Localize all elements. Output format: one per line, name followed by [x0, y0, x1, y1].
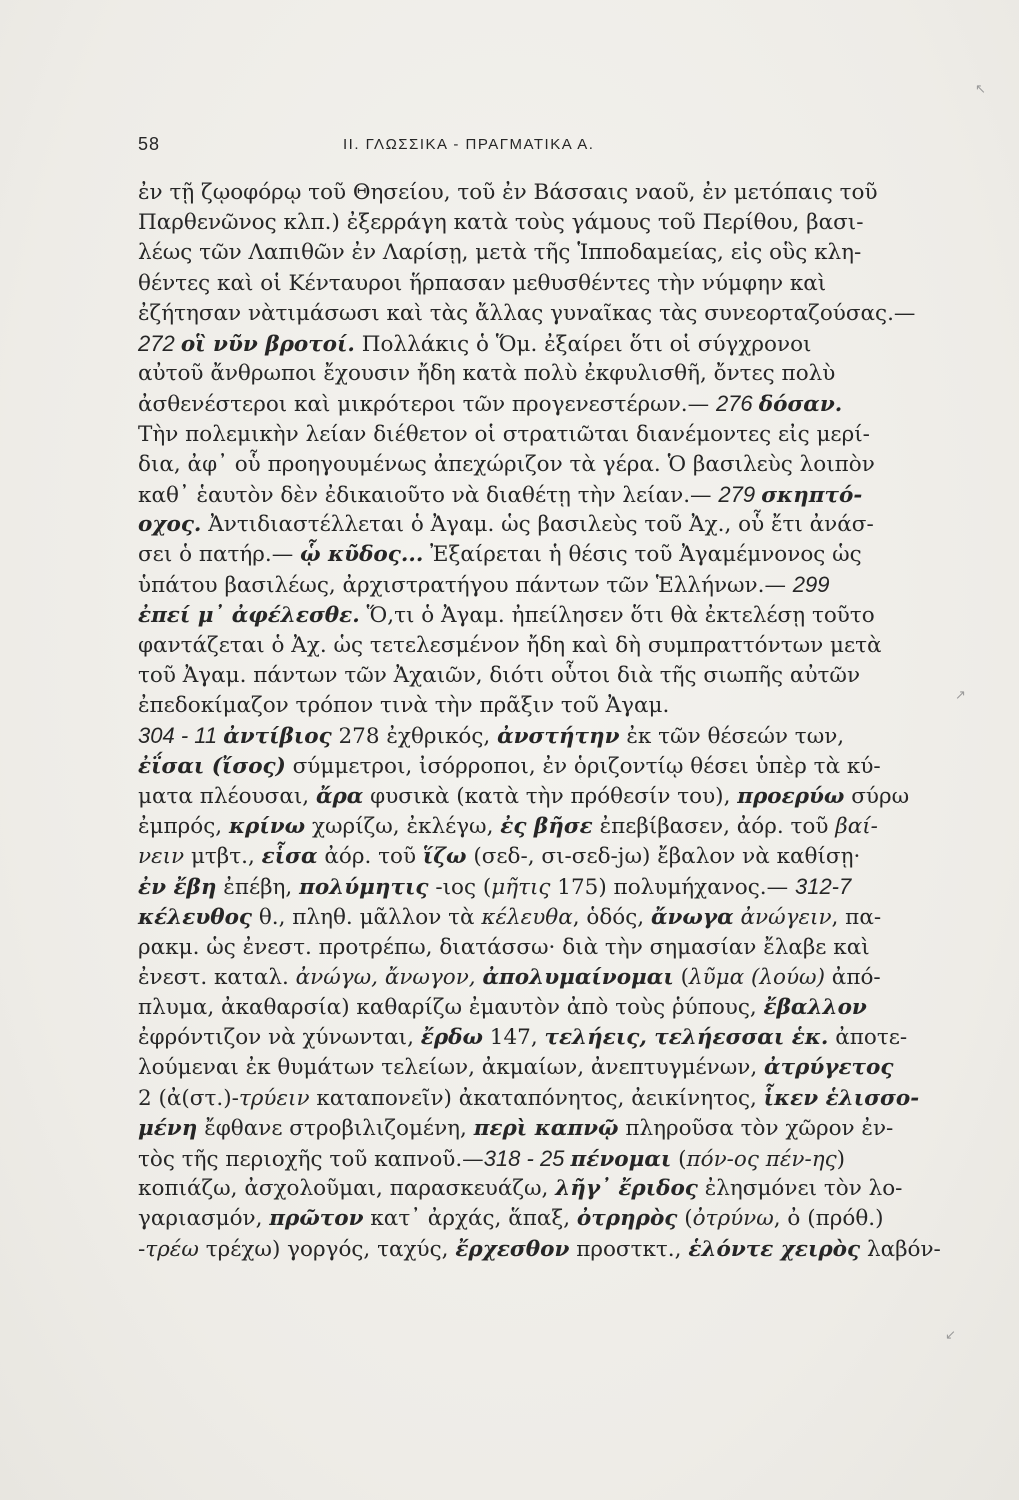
text-line — [138, 1053, 906, 1083]
text-segment: καταπονεῖν) ἀκαταπόνητος, ἀεικίνητος, — [309, 1085, 764, 1111]
lemma: ἀνστήτην — [497, 724, 620, 750]
text-segment: -ιος ( — [428, 875, 492, 901]
lemma: ἀνώγειν — [740, 904, 832, 930]
text-segment — [734, 905, 741, 930]
lemma: βαί- — [835, 813, 878, 839]
text-segment: ( — [671, 1147, 687, 1172]
text-segment: 278 ἐχθρικός, — [331, 724, 498, 750]
lemma: νειν — [138, 844, 185, 870]
lemma: ἀτρύγετος — [764, 1055, 894, 1081]
text-segment: 2 (ἀ(στ.)- — [138, 1085, 239, 1111]
text-segment: ὑπάτου βασιλέως, ἀρχιστρατήγου πάντων τῶν Ἑλλήνων.— — [138, 573, 793, 599]
line-reference: 312-7 — [794, 874, 852, 900]
text-line — [138, 1023, 906, 1053]
text-line — [138, 631, 906, 661]
lemma: ἀντίβιος — [223, 724, 332, 750]
text-line — [138, 570, 906, 600]
text-segment: (σεδ-, σι-σεδ-jω) ἔβαλον νὰ καθίσῃ· — [466, 844, 861, 870]
text-segment: ἐφρόντιζον νὰ χύνωνται, — [138, 1025, 421, 1051]
text-line — [138, 389, 906, 419]
lemma: ἄρα — [315, 783, 364, 809]
text-segment: ρακμ. ὡς ἐνεστ. προτρέπω, διατάσσω· διὰ τὴν σημασίαν ἔλαβε καὶ — [138, 934, 870, 960]
lemma: προερύω — [737, 783, 845, 809]
lemma: κέλευθα — [481, 904, 573, 930]
lemma: δόσαν. — [758, 392, 843, 418]
lemma: ἐΐσαι (ἴσος) — [138, 753, 286, 779]
text-line — [138, 933, 906, 963]
line-reference: 279 — [718, 481, 762, 507]
text-segment: ἀσθενέστεροι καὶ μικρότεροι τῶν προγενεστέρων.— — [138, 392, 716, 418]
margin-mark-middle: ↗ — [955, 688, 966, 703]
lemma: ἀνώγω, ἄνωγον, — [295, 964, 476, 990]
lemma: λῆγ᾽ ἔριδος — [555, 1176, 698, 1202]
line-reference: 276 — [715, 391, 759, 417]
text-segment: λαβόν- — [860, 1236, 941, 1262]
text-line — [138, 661, 906, 691]
text-line — [138, 269, 906, 299]
text-segment: Ἀντιδιαστέλλεται ὁ Ἀγαμ. ὡς βασιλεὺς τοῦ Ἀχ., οὗ ἔτι ἀνάσ- — [201, 512, 874, 538]
text-line — [138, 1235, 941, 1265]
text-line — [138, 1084, 920, 1114]
lemma: ἷκεν ἑλισσο- — [763, 1085, 920, 1111]
text-line — [138, 1174, 906, 1204]
text-segment: θέντες καὶ οἱ Κένταυροι ἥρπασαν μεθυσθέντες τὴν νύμφην καὶ — [138, 270, 827, 296]
page-number: 58 — [138, 134, 161, 154]
text-segment: 175) πολυμήχανος.— — [550, 875, 795, 901]
text-line — [138, 1144, 906, 1174]
lemma: περὶ καπνῷ — [473, 1115, 619, 1141]
text-segment: Πολλάκις ὁ Ὅμ. ἐξαίρει ὅτι οἱ σύγχρονοι — [354, 331, 812, 357]
text-line — [138, 752, 906, 782]
lemma: πρῶτον — [269, 1206, 364, 1232]
text-line — [138, 1114, 906, 1144]
text-segment: ἐζήτησαν νὰτιμάσωσι καὶ τὰς ἄλλας γυναῖκας τὰς συνεορταζούσας.— — [138, 300, 916, 326]
lemma: τρέω — [145, 1236, 199, 1262]
text-segment: λέως τῶν Λαπιθῶν ἐν Λαρίσῃ, μετὰ τῆς Ἱπποδαμείας, εἰς οὓς κλη- — [138, 240, 862, 266]
text-segment: ἀποτε- — [828, 1025, 908, 1051]
text-segment: τὸς τῆς περιοχῆς τοῦ καπνοῦ.— — [138, 1147, 484, 1172]
text-line — [138, 721, 906, 751]
line-reference: 272 — [138, 330, 181, 356]
lemma: τρύειν — [238, 1085, 310, 1111]
lemma: μένη — [138, 1115, 198, 1141]
text-line — [138, 993, 906, 1023]
text-segment: ( — [677, 1206, 693, 1232]
text-segment: αὐτοῦ ἄνθρωποι ἔχουσιν ἤδη κατὰ πολὺ ἐκφυλισθῆ, ὄντες πολὺ — [138, 361, 836, 387]
text-segment: τοῦ Ἀγαμ. πάντων τῶν Ἀχαιῶν, διότι οὗτοι διὰ τῆς σιωπῆς αὐτῶν — [138, 663, 861, 688]
text-segment: Τὴν πολεμικὴν λείαν διέθετον οἱ στρατιῶται διανέμοντες εἰς μερί- — [138, 421, 870, 447]
text-segment: , ὀ (πρόθ.) — [773, 1206, 884, 1232]
lemma: εἷσα — [261, 844, 318, 870]
text-line — [138, 812, 906, 842]
text-segment: 147, — [482, 1025, 545, 1051]
text-segment: σύμμετροι, ἰσόρροποι, ἐν ὁριζοντίῳ θέσει ὑπὲρ τὰ κύ- — [285, 753, 881, 779]
lemma: ἀπολυμαίνομαι — [482, 964, 674, 990]
text-segment: , ὁδός, — [572, 904, 651, 930]
text-segment: χωρίζω, ἐκλέγω, — [305, 813, 501, 839]
text-segment: μτβτ., — [184, 844, 262, 870]
text-segment: , πα- — [831, 904, 882, 930]
lemma: λῦμα (λούω) — [688, 964, 825, 990]
text-segment: προστκτ., — [569, 1236, 689, 1262]
lemma: σκηπτό- — [761, 482, 863, 508]
lemma: ὀτρηρὸς — [576, 1206, 678, 1232]
lemma: ἐς βῆσε — [500, 813, 593, 839]
lemma: μῆτις — [491, 875, 551, 901]
text-segment: ἐνεστ. καταλ. — [138, 964, 296, 990]
lemma: ἔρχεσθον — [455, 1236, 570, 1262]
text-segment: Ὅ,τι ὁ Ἀγαμ. ἠπείλησεν ὅτι θὰ ἐκτελέσῃ τοῦτο — [359, 602, 875, 628]
text-segment: θ., πληθ. μᾶλλον τὰ — [252, 904, 482, 930]
text-segment — [476, 965, 483, 990]
text-line — [138, 903, 906, 933]
text-segment: φυσικὰ (κατὰ τὴν πρόθεσίν του), — [363, 783, 738, 809]
text-segment: Παρθενῶνος κλπ.) ἐξερράγη κατὰ τοὺς γάμους τοῦ Περίθου, βασι- — [138, 210, 864, 236]
lemma: ἐπεί μ᾽ ἀφέλεσθε. — [138, 602, 360, 628]
text-segment: ἐπεδοκίμαζον τρόπον τινὰ τὴν πρᾶξιν τοῦ Ἀγαμ. — [138, 693, 670, 719]
commentary-text — [138, 178, 941, 1265]
text-segment: τρέχω) γοργός, ταχύς, — [198, 1236, 456, 1262]
page-header — [138, 134, 898, 164]
lemma: ὀτρύνω — [692, 1206, 774, 1232]
text-line — [138, 601, 906, 631]
text-line — [138, 238, 906, 268]
lemma: πένομαι — [570, 1147, 672, 1172]
lemma: ἵζω — [422, 844, 467, 870]
text-segment: λούμεναι ἐκ θυμάτων τελείων, ἀκμαίων, ἀνεπτυγμένων, — [138, 1055, 765, 1081]
text-segment: κοπιάζω, ἀσχολοῦμαι, παρασκευάζω, — [138, 1176, 556, 1202]
text-line — [138, 1204, 906, 1234]
text-segment: ἀόρ. τοῦ — [317, 844, 423, 870]
running-head: II. ΓΛΩΣΣΙΚΑ - ΠΡΑΓΜΑΤΙΚΑ Α. — [343, 136, 595, 153]
line-reference: 304 - 11 — [138, 723, 224, 749]
text-line — [138, 359, 906, 389]
text-segment: ἀπό- — [824, 964, 881, 990]
text-segment: ἐμπρός, — [138, 813, 229, 839]
lemma: οχος. — [138, 512, 202, 538]
text-line — [138, 178, 906, 208]
text-segment: ἐκ τῶν θέσεών των, — [619, 724, 845, 750]
text-segment: ἐν τῇ ζῳοφόρῳ τοῦ Θησείου, τοῦ ἐν Βάσσαις ναοῦ, ἐν μετόπαις τοῦ — [138, 180, 878, 205]
text-segment: ( — [673, 964, 689, 990]
text-line — [138, 963, 906, 993]
text-segment: πλυμα, ἀκαθαρσία) καθαρίζω ἐμαυτὸν ἀπὸ τοὺς ῥύπους, — [138, 995, 764, 1021]
text-line — [138, 329, 906, 359]
text-segment: καθ᾽ ἑαυτὸν δὲν ἐδικαιοῦτο νὰ διαθέτῃ τὴν λείαν.— — [138, 482, 719, 508]
text-segment: κατ᾽ ἀρχάς, ἅπαξ, — [363, 1206, 577, 1232]
lemma: κρίνω — [228, 813, 306, 839]
text-line — [138, 420, 906, 450]
text-line — [138, 691, 906, 721]
lemma: ἑλόντε χειρὸς — [688, 1236, 861, 1262]
text-segment: πληροῦσα τὸν χῶρον ἐν- — [618, 1115, 894, 1141]
text-segment: ματα πλέουσαι, — [138, 783, 316, 809]
lemma: ἄνωγα — [650, 904, 734, 930]
text-segment: φαντάζεται ὁ Ἀχ. ὡς τετελεσμένον ἤδη καὶ δὴ συμπραττόντων μετὰ — [138, 632, 882, 658]
text-line — [138, 510, 906, 540]
text-line — [138, 782, 910, 812]
text-line — [138, 842, 906, 872]
lemma: ἐν ἔβη — [138, 875, 217, 901]
margin-mark-top: ↖ — [975, 82, 986, 97]
text-line — [138, 450, 906, 480]
text-line — [138, 480, 906, 510]
text-segment: ἐπεβίβασεν, ἀόρ. τοῦ — [592, 813, 836, 839]
text-line — [138, 208, 906, 238]
lemma: οἳ νῦν βροτοί. — [180, 331, 355, 357]
text-segment: Ἐξαίρεται ἡ θέσις τοῦ Ἀγαμέμνονος ὡς — [423, 542, 862, 568]
text-line — [138, 540, 906, 570]
lemma: πόν-ος πέν-ης — [686, 1147, 837, 1172]
lemma: ἔρδω — [420, 1025, 483, 1051]
text-segment: δια, ἀφ᾽ οὗ προηγουμένως ἀπεχώριζον τὰ γέρα. Ὁ βασιλεὺς λοιπὸν — [138, 451, 875, 477]
text-segment: ) — [836, 1147, 846, 1172]
lemma: ἔβαλλον — [763, 995, 867, 1021]
lemma: τελήεις, τελήεσσαι ἑκ. — [544, 1025, 829, 1051]
text-segment: - — [138, 1236, 146, 1262]
margin-mark-bottom: ↙ — [945, 1328, 956, 1343]
lemma: πολύμητις — [299, 875, 429, 901]
text-segment: γαριασμόν, — [138, 1206, 270, 1232]
text-segment: ἐπέβη, — [216, 875, 300, 901]
text-line — [138, 299, 916, 329]
text-line — [138, 872, 906, 902]
line-reference: 299 — [792, 572, 830, 598]
text-segment: σύρω — [844, 783, 910, 809]
text-segment: σει ὁ πατήρ.— — [138, 542, 301, 568]
text-segment: ἐλησμόνει τὸν λο- — [697, 1176, 903, 1202]
lemma: κέλευθος — [138, 904, 253, 930]
lemma: ᾧ κῦδος... — [300, 542, 424, 568]
line-reference: 318 - 25 — [483, 1146, 571, 1171]
text-segment: ἔφθανε στροβιλιζομένη, — [197, 1115, 474, 1141]
